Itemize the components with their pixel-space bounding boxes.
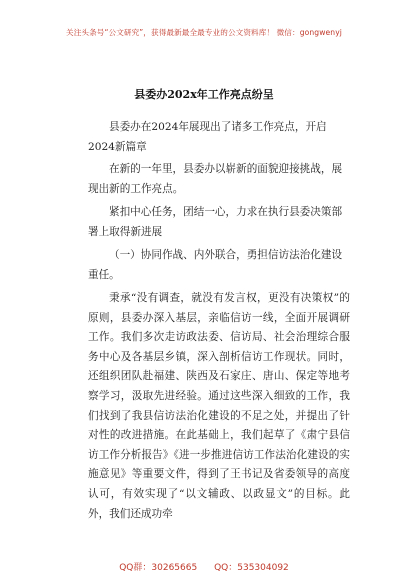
- paragraph-body: 秉承“没有调查，就没有发言权，更没有决策权”的原则，县委办深入基层，亲临信访一线，全面开展调研工作。我们多次走访政法委、信访局、社会治理综合服务中心及各基层乡镇，深入剖析信访工作现状。同时，还组织团队赴福建、陕西及石家庄、唐山、保定等地考察学习，汲取先进经验。通过这些深入细致的工作，我们找到了我县信访法治化建设的不足之处，并提出了针对性的改进措施。在此基础上，我们起草了《肃宁县信访工作分析报告》《进一步推进信访工作法治化建设的实施意见》等重要文件，得到了王书记及省委领导的高度认可，有效实现了“以文辅政、以政显文”的目标。此外，我们还成功牵: [88, 292, 350, 520]
- document-title: 县委办202x年工作亮点纷呈: [134, 88, 274, 101]
- paragraph-section-heading: 紧扣中心任务，团结一心，力求在执行县委决策部署上取得新进展: [88, 206, 343, 238]
- footer-contact: [0, 560, 408, 573]
- footer-qq-group: QQ群：30265665: [119, 563, 198, 573]
- paragraph-intro: 县委办在2024年展现出了诸多工作亮点，开启2024新篇章: [88, 121, 327, 153]
- paragraph-new-year: 在新的一年里，县委办以崭新的面貌迎接挑战，展现出新的工作亮点。: [88, 163, 343, 195]
- footer-qq: QQ：535304092: [214, 563, 289, 573]
- header-banner: 关注头条号“公文研究”，获得最新最全最专业的公文资料库！ 微信：gongwenyj: [66, 28, 342, 37]
- paragraph-subsection-heading: （一）协同作战、内外联合，勇担信访法治化建设重任。: [88, 249, 343, 281]
